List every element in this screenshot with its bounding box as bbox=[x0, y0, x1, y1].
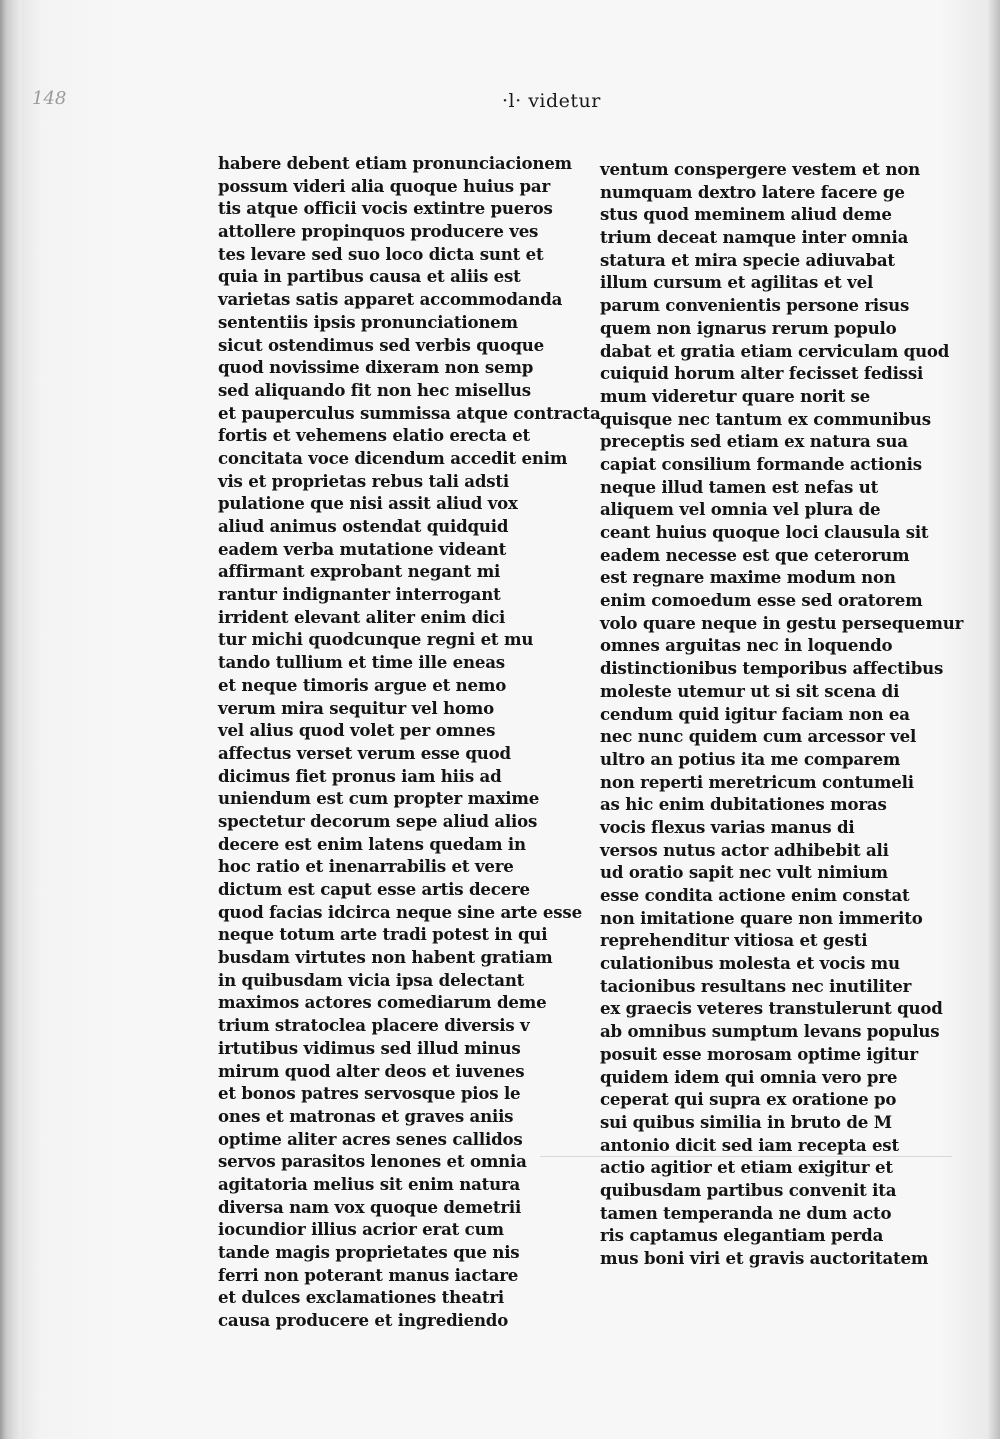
text-line: ones et matronas et graves aniis bbox=[218, 1105, 514, 1126]
text-line: ceperat qui supra ex oratione po bbox=[600, 1089, 897, 1110]
text-line: causa producere et ingrediendo bbox=[218, 1310, 509, 1331]
text-line: vel alius quod volet per omnes bbox=[218, 720, 496, 741]
text-line: agitatoria melius sit enim natura bbox=[218, 1173, 521, 1194]
text-line: affectus verset verum esse quod bbox=[218, 742, 511, 763]
text-line: culationibus molesta et vocis mu bbox=[600, 953, 900, 974]
text-line: omnes arguitas nec in loquendo bbox=[600, 635, 893, 656]
text-line: non imitatione quare non immerito bbox=[600, 907, 923, 928]
text-line: antonio dicit sed iam recepta est bbox=[600, 1134, 899, 1155]
text-line: ultro an potius ita me comparem bbox=[600, 748, 901, 769]
text-line: mum videretur quare norit se bbox=[600, 385, 871, 406]
text-line: trium deceat namque inter omnia bbox=[600, 227, 909, 248]
text-line: irrident elevant aliter enim dici bbox=[218, 606, 506, 627]
text-line: tacionibus resultans nec inutiliter bbox=[600, 975, 912, 996]
text-line: neque totum arte tradi potest in qui bbox=[218, 924, 548, 945]
text-line: spectetur decorum sepe aliud alios bbox=[218, 810, 538, 831]
text-line: dicimus fiet pronus iam hiis ad bbox=[218, 765, 502, 786]
text-line: posuit esse morosam optime igitur bbox=[600, 1043, 918, 1064]
text-line: moleste utemur ut si sit scena di bbox=[600, 680, 900, 701]
text-line: possum videri alia quoque huius par bbox=[218, 175, 551, 196]
binding-gutter bbox=[0, 0, 22, 1439]
text-line: esse condita actione enim constat bbox=[600, 885, 910, 905]
text-line: sed aliquando fit non hec misellus bbox=[218, 379, 531, 400]
text-line: attollere propinquos producere ves bbox=[218, 221, 539, 242]
text-line: volo quare neque in gestu persequemur bbox=[600, 612, 964, 633]
text-line: non reperti meretricum contumeli bbox=[600, 771, 914, 792]
text-line: illum cursum et agilitas et vel bbox=[600, 272, 874, 293]
text-line: ab omnibus sumptum levans populus bbox=[600, 1021, 940, 1042]
text-line: quem non ignarus rerum populo bbox=[600, 317, 897, 338]
text-line: quidem idem qui omnia vero pre bbox=[600, 1066, 898, 1087]
text-line: eadem necesse est que ceterorum bbox=[600, 544, 910, 565]
text-line: tes levare sed suo loco dicta sunt et bbox=[218, 243, 544, 264]
text-line: verum mira sequitur vel homo bbox=[218, 697, 495, 718]
text-line: in quibusdam vicia ipsa delectant bbox=[218, 969, 525, 990]
text-line: diversa nam vox quoque demetrii bbox=[218, 1196, 522, 1217]
text-line: reprehenditur vitiosa et gesti bbox=[600, 930, 868, 951]
text-line: habere debent etiam pronunciacionem bbox=[218, 153, 572, 173]
text-line: capiat consilium formande actionis bbox=[600, 453, 922, 474]
text-line: et bonos patres servosque pios le bbox=[218, 1083, 521, 1104]
text-line: ceant huius quoque loci clausula sit bbox=[600, 522, 929, 542]
text-line: affirmant exprobant negant mi bbox=[218, 561, 501, 582]
text-line: est regnare maxime modum non bbox=[600, 567, 896, 588]
text-line: numquam dextro latere facere ge bbox=[600, 181, 905, 202]
text-line: aliud animus ostendat quidquid bbox=[218, 516, 509, 536]
catchword: ·l· videtur bbox=[502, 90, 601, 112]
text-line: dictum est caput esse artis decere bbox=[218, 879, 530, 899]
text-line: quisque nec tantum ex communibus bbox=[600, 408, 931, 429]
text-line: tamen temperanda ne dum acto bbox=[600, 1202, 892, 1223]
text-line: mus boni viri et gravis auctoritatem bbox=[600, 1248, 929, 1268]
text-line: ventum conspergere vestem et non bbox=[600, 159, 920, 179]
text-line: busdam virtutes non habent gratiam bbox=[218, 947, 553, 968]
text-line: sententiis ipsis pronunciationem bbox=[218, 311, 518, 332]
text-line: parum convenientis persone risus bbox=[600, 295, 910, 316]
text-line: mirum quod alter deos et iuvenes bbox=[218, 1060, 525, 1081]
text-line: aliquem vel omnia vel plura de bbox=[600, 499, 881, 520]
text-line: sui quibus similia in bruto de M bbox=[600, 1111, 892, 1132]
text-column-right bbox=[600, 158, 964, 1270]
text-line: distinctionibus temporibus affectibus bbox=[600, 658, 944, 679]
text-line: quod novissime dixeram non semp bbox=[218, 357, 534, 378]
text-line: uniendum est cum propter maxime bbox=[218, 788, 540, 809]
page-edge bbox=[986, 0, 1000, 1439]
text-line: eadem verba mutatione videant bbox=[218, 538, 507, 559]
text-line: optime aliter acres senes callidos bbox=[218, 1128, 523, 1149]
text-line: nec nunc quidem cum arcessor vel bbox=[600, 726, 917, 747]
text-line: versos nutus actor adhibebit ali bbox=[600, 839, 889, 860]
text-line: trium stratoclea placere diversis v bbox=[218, 1015, 530, 1036]
text-line: sicut ostendimus sed verbis quoque bbox=[218, 334, 545, 355]
text-line: quibusdam partibus convenit ita bbox=[600, 1179, 897, 1200]
text-line: pulatione que nisi assit aliud vox bbox=[218, 493, 518, 514]
text-line: stus quod meminem aliud deme bbox=[600, 204, 892, 225]
text-line: servos parasitos lenones et omnia bbox=[218, 1151, 527, 1172]
ruling-line bbox=[540, 1156, 952, 1157]
text-line: vis et proprietas rebus tali adsti bbox=[218, 470, 509, 491]
text-line: tando tullium et time ille eneas bbox=[218, 652, 505, 673]
text-line: as hic enim dubitationes moras bbox=[600, 794, 887, 815]
text-line: tis atque officii vocis extintre pueros bbox=[218, 198, 553, 219]
folio-number: 148 bbox=[32, 88, 67, 109]
text-line: rantur indignanter interrogant bbox=[218, 584, 501, 605]
text-line: ris captamus elegantiam perda bbox=[600, 1225, 884, 1246]
text-line: fortis et vehemens elatio erecta et bbox=[218, 425, 530, 446]
text-line: et dulces exclamationes theatri bbox=[218, 1287, 504, 1308]
text-line: neque illud tamen est nefas ut bbox=[600, 476, 879, 497]
text-line: maximos actores comediarum deme bbox=[218, 992, 547, 1013]
text-line: preceptis sed etiam ex natura sua bbox=[600, 431, 908, 452]
text-line: et pauperculus summissa atque contracta bbox=[218, 402, 601, 423]
text-line: concitata voce dicendum accedit enim bbox=[218, 447, 568, 468]
text-line: iocundior illius acrior erat cum bbox=[218, 1219, 504, 1240]
text-line: quod facias idcirca neque sine arte esse bbox=[218, 901, 582, 922]
text-line: irtutibus vidimus sed illud minus bbox=[218, 1037, 521, 1058]
text-line: et neque timoris argue et nemo bbox=[218, 674, 507, 695]
text-line: actio agitior et etiam exigitur et bbox=[600, 1157, 893, 1178]
text-line: cendum quid igitur faciam non ea bbox=[600, 703, 910, 724]
text-line: ferri non poterant manus iactare bbox=[218, 1264, 519, 1285]
text-line: varietas satis apparet accommodanda bbox=[218, 289, 563, 310]
text-line: statura et mira specie adiuvabat bbox=[600, 249, 895, 270]
text-line: ud oratio sapit nec vult nimium bbox=[600, 862, 888, 883]
text-line: tande magis proprietates que nis bbox=[218, 1242, 520, 1262]
text-line: cuiquid horum alter fecisset fedissi bbox=[600, 363, 924, 384]
text-line: dabat et gratia etiam cerviculam quod bbox=[600, 340, 950, 361]
text-column-left bbox=[218, 152, 601, 1332]
text-line: vocis flexus varias manus di bbox=[600, 816, 855, 837]
text-line: tur michi quodcunque regni et mu bbox=[218, 629, 534, 650]
text-line: hoc ratio et inenarrabilis et vere bbox=[218, 856, 514, 877]
text-line: decere est enim latens quedam in bbox=[218, 833, 526, 854]
text-line: quia in partibus causa et aliis est bbox=[218, 266, 521, 287]
text-line: ex graecis veteres transtulerunt quod bbox=[600, 998, 943, 1019]
text-line: enim comoedum esse sed oratorem bbox=[600, 590, 923, 611]
